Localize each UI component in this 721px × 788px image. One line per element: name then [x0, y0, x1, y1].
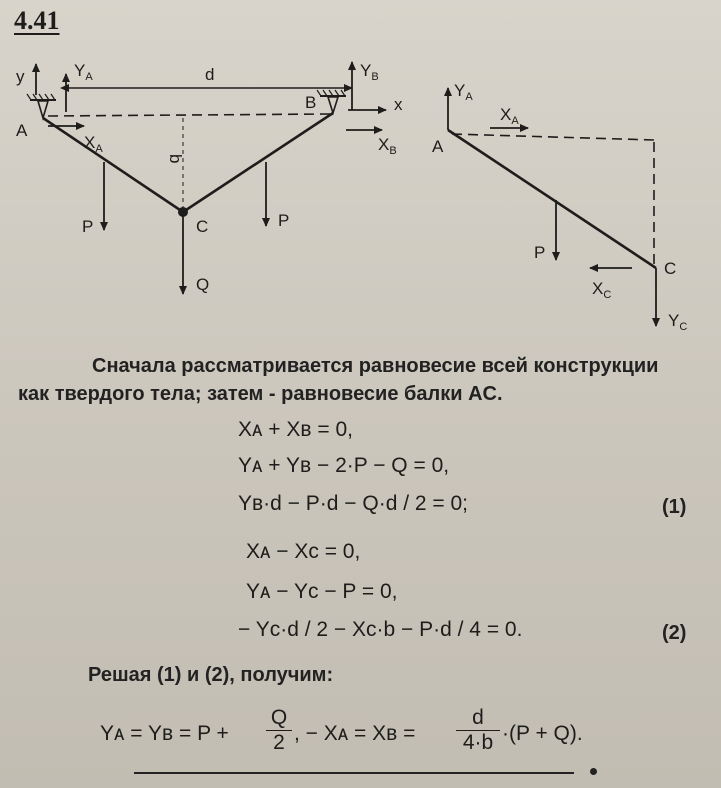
intro-paragraph [18, 352, 708, 408]
equation-1-1: Xᴀ + Xв = 0, [238, 418, 353, 441]
label-p-right: P [278, 211, 290, 230]
label-b-point: B [305, 93, 317, 112]
end-dot [590, 768, 597, 775]
label-c-right: C [664, 259, 677, 278]
support-a [27, 94, 56, 118]
result-intro: Решая (1) и (2), получим: [88, 664, 334, 686]
fraction-q-over-2 [266, 706, 292, 755]
equation-2-3: − Yс·d / 2 − Xс·b − P·d / 4 = 0. [238, 618, 523, 641]
fraction-2-denominator: 4·b [462, 731, 494, 754]
equation-1-2: Yᴀ + Yв − 2·P − Q = 0, [238, 454, 450, 477]
label-b-height: b [166, 154, 185, 164]
label-p-free: P [534, 243, 546, 262]
label-xb: $X_B$ [378, 135, 397, 157]
intro-line-2: как твердого тела; затем - равновесие балки AC. [18, 383, 503, 405]
equation-2-1: Xᴀ − Xс = 0, [246, 540, 361, 563]
end-rule [134, 772, 574, 774]
equation-2-2: Yᴀ − Yс − P = 0, [246, 580, 398, 603]
label-a: A [16, 121, 28, 140]
equation-1-3: Yв·d − P·d − Q·d / 2 = 0; [238, 492, 469, 515]
figure-right-labels [432, 81, 687, 333]
label-xa: $X_A$ [84, 133, 103, 155]
dashed-ab [48, 114, 330, 116]
system-2-label: (2) [662, 622, 687, 644]
label-y: y [16, 67, 25, 86]
final-part-1: Yᴀ = Yв = P + [100, 722, 229, 745]
figure-left [27, 62, 386, 294]
label-c: C [196, 217, 209, 236]
figure-right [448, 88, 656, 326]
fraction-d-over-4b [456, 706, 500, 755]
system-1-label: (1) [662, 496, 687, 518]
label-xc: $X_C$ [592, 279, 612, 301]
dashed-horizontal [452, 134, 654, 140]
label-ya: $Y_A$ [74, 61, 93, 83]
support-b [317, 90, 346, 113]
beam-ac-free [448, 130, 656, 268]
final-result [100, 704, 700, 764]
fraction-2-numerator: d [456, 706, 500, 731]
label-ya-right: $Y_A$ [454, 81, 473, 103]
label-a-right: A [432, 137, 444, 156]
label-xa-right: $X_A$ [500, 105, 519, 127]
label-yc: $Y_C$ [668, 311, 688, 333]
label-d: d [205, 65, 215, 84]
beam-bc [183, 113, 333, 212]
label-yb: $Y_B$ [360, 61, 379, 83]
label-q: Q [196, 275, 210, 294]
fraction-1-denominator: 2 [273, 731, 285, 754]
fraction-1-numerator: Q [266, 706, 292, 731]
intro-line-1: Сначала рассматривается равновесие всей конструкции [92, 355, 659, 377]
joint-c [179, 208, 188, 217]
label-p-left: P [82, 217, 94, 236]
problem-number: 4.41 [14, 6, 60, 35]
label-x: x [394, 95, 403, 114]
final-part-2: , − Xᴀ = Xв = [294, 722, 416, 745]
figures [0, 0, 721, 345]
final-part-3: ·(P + Q). [502, 722, 583, 745]
beam-ac [43, 118, 183, 212]
